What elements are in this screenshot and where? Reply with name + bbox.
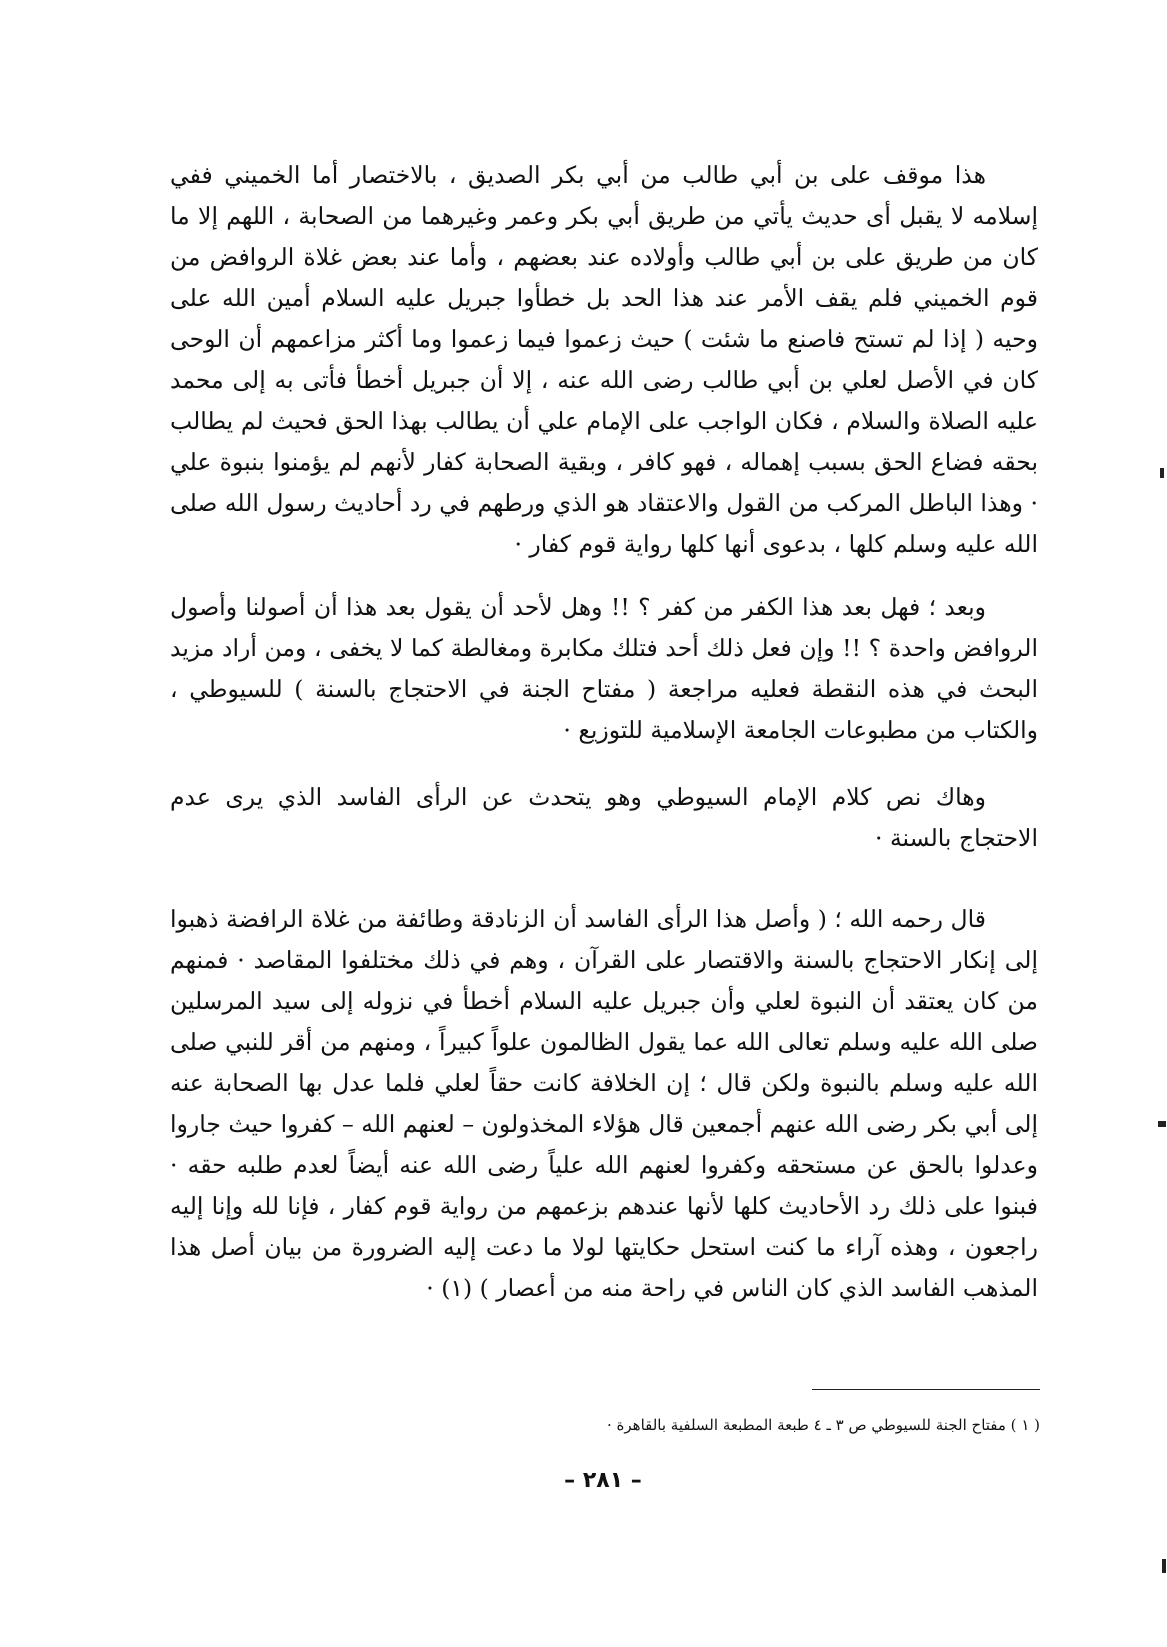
scan-edge-mark [1158,1121,1166,1127]
footnote: ( ١ ) مفتاح الجنة للسيوطي ص ٣ ـ ٤ طبعة المطبعة السلفية بالقاهرة · [606,1416,1040,1434]
paragraph-2: وبعد ؛ فهل بعد هذا الكفر من كفر ؟ !! وهل لأحد أن يقول بعد هذا أن أصولنا وأصول الروافض واحدة ؟ !! وإن فعل ذلك أحد فتلك مكابرة ومغالطة كما لا يخفى ، ومن أراد مزيد البحث في هذه النقطة فعليه مراجعة ( مفتاح الجنة في الاحتجاج بالسنة ) للسيوطي ، والكتاب من مطبوعات الجامعة الإسلامية للتوزيع · [170,593,1038,744]
paragraph-1: هذا موقف على بن أبي طالب من أبي بكر الصديق ، بالاختصار أما الخميني ففي إسلامه لا يقبل أى حديث يأتي من طريق أبي بكر وعمر وغيرهما من الصحابة ، اللهم إلا ما كان من طريق على بن أبي طالب وأولاده عند بعضهم ، وأما عند بعض غلاة الروافض من قوم الخميني فلم يقف الأمر عند هذا الحد بل خطأوا جبريل عليه السلام أمين الله على وحيه ( إذا لم تستح فاصنع ما شئت ) حيث زعموا فيما زعموا وما أكثر مزاعمهم أن الوحى كان في الأصل لعلي بن أبي طالب رضى الله عنه ، إلا أن جبريل أخطأ فأتى به إلى محمد عليه الصلاة والسلام ، فكان الواجب على الإمام علي أن يطالب بهذا الحق فحيث لم يطالب بحقه فضاع الحق بسبب إهماله ، فهو كافر ، وبقية الصحابة كفار لأنهم لم يؤمنوا بنبوة علي · وهذا الباطل المركب من القول والاعتقاد هو الذي ورطهم في رد أحاديث رسول الله صلى الله عليه وسلم كلها ، بدعوى أنها كلها رواية قوم كفار · [170,161,1038,558]
paragraph-3: وهاك نص كلام الإمام السيوطي وهو يتحدث عن الرأى الفاسد الذي يرى عدم الاحتجاج بالسنة · [170,783,1038,852]
page-number: – ٢٨١ – [564,1468,642,1493]
paragraph-4-quote: قال رحمه الله ؛ ( وأصل هذا الرأى الفاسد أن الزنادقة وطائفة من غلاة الرافضة ذهبوا إلى إنكار الاحتجاج بالسنة والاقتصار على القرآن ، وهم في ذلك مختلفوا المقاصد · فمنهم من كان يعتقد أن النبوة لعلي وأن جبريل عليه السلام أخطأ في نزوله إلى سيد المرسلين صلى الله عليه وسلم تعالى الله عما يقول الظالمون علواً كبيراً ، ومنهم من أقر للنبي صلى الله عليه وسلم بالنبوة ولكن قال ؛ إن الخلافة كانت حقاً لعلي فلما عدل بها الصحابة عنه إلى أبي بكر رضى الله عنهم أجمعين قال هؤلاء المخذولون – لعنهم الله – كفروا حيث جاروا وعدلوا بالحق عن مستحقه وكفروا لعنهم الله علياً رضى الله عنه أيضاً لعدم طلبه حقه · فبنوا على ذلك رد الأحاديث كلها لأنها عندهم بزعمهم من رواية قوم كفار ، فإنا لله وإنا إليه راجعون ، وهذه آراء ما كنت استحل حكايتها لولا ما دعت إليه الضرورة من بيان أصل هذا المذهب الفاسد الذي كان الناس في راحة منه من أعصار ) (١) · [170,905,1038,1302]
scan-edge-mark [1160,468,1164,478]
footnote-divider [812,1389,1040,1390]
page-body [170,155,1038,1309]
scan-edge-mark [1162,1559,1166,1573]
